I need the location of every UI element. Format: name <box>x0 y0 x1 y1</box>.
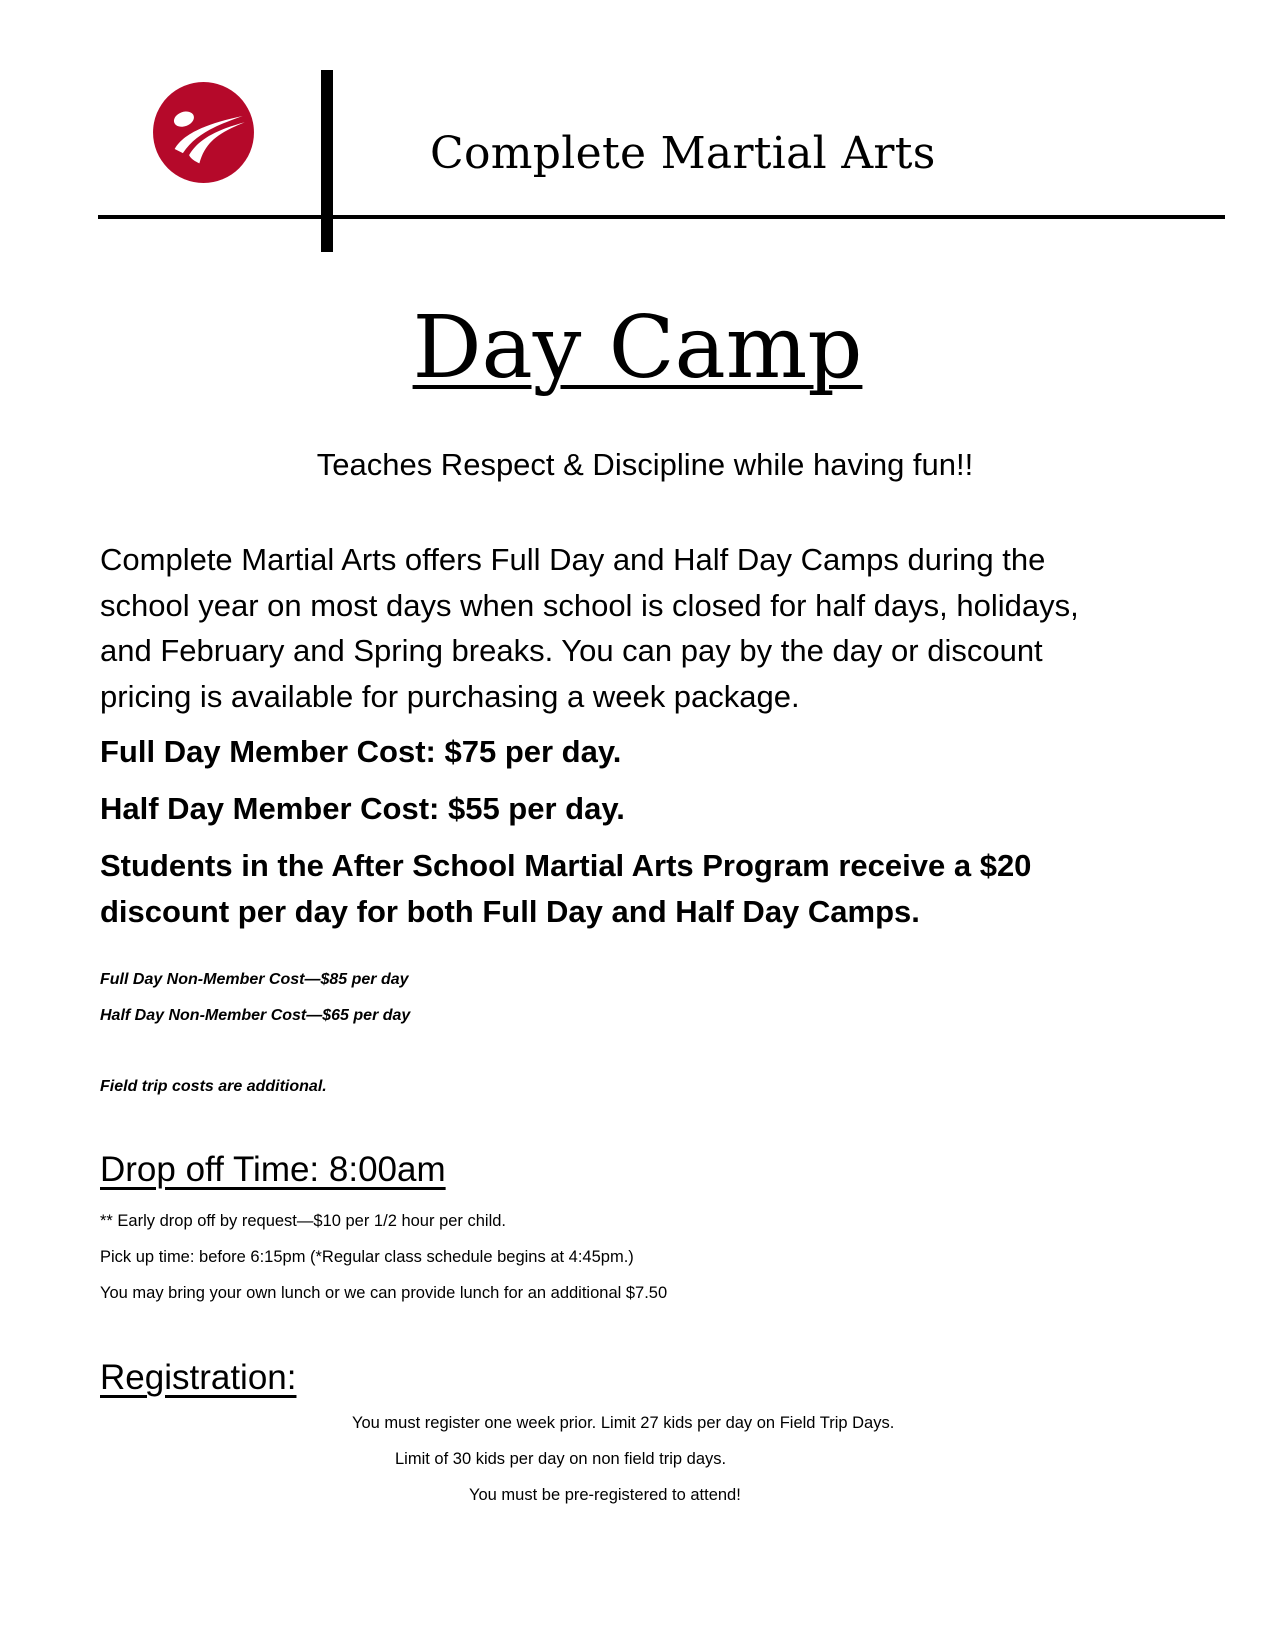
field-trip-note: Field trip costs are additional. <box>100 1078 327 1095</box>
page-title <box>0 298 1275 398</box>
logo <box>152 81 255 184</box>
pick-up-time-note: Pick up time: before 6:15pm (*Regular class schedule begins at 4:45pm.) <box>100 1248 634 1266</box>
after-school-discount-line-2: discount per day for both Full Day and Half Day Camps. <box>100 894 920 929</box>
early-drop-off-note: ** Early drop off by request—$10 per 1/2 hour per child. <box>100 1212 507 1230</box>
lunch-note: You may bring your own lunch or we can provide lunch for an additional $7.50 <box>100 1284 668 1302</box>
tagline: Teaches Respect & Discipline while having fun!! <box>316 447 974 482</box>
intro-line: school year on most days when school is closed for half days, holidays, <box>100 587 1079 623</box>
registration-note: You must be pre-registered to attend! <box>469 1486 741 1504</box>
full-day-non-member-cost: Full Day Non-Member Cost—$85 per day <box>100 971 409 988</box>
full-day-member-cost: Full Day Member Cost: $75 per day. <box>100 734 622 769</box>
page-title-text: Day Camp <box>412 298 863 398</box>
registration-note: You must register one week prior. Limit 27 kids per day on Field Trip Days. <box>352 1414 895 1432</box>
header-horizontal-rule <box>98 215 1225 219</box>
brand-name: Complete Martial Arts <box>430 128 936 179</box>
after-school-discount-line-1: Students in the After School Martial Arts Program receive a $20 <box>100 848 1032 883</box>
intro-line: pricing is available for purchasing a week package. <box>100 678 800 714</box>
header-vertical-divider <box>321 70 333 252</box>
intro-line: Complete Martial Arts offers Full Day and Half Day Camps during the <box>100 542 1046 577</box>
intro-line: and February and Spring breaks. You can pay by the day or discount <box>100 633 1043 668</box>
registration-heading: Registration: <box>100 1358 297 1397</box>
registration-note: Limit of 30 kids per day on non field trip days. <box>395 1450 727 1468</box>
martial-arts-kick-logo-icon <box>152 81 255 184</box>
drop-off-heading: Drop off Time: 8:00am <box>100 1150 446 1189</box>
intro-paragraph <box>100 537 1230 719</box>
half-day-non-member-cost: Half Day Non-Member Cost—$65 per day <box>100 1007 411 1024</box>
half-day-member-cost: Half Day Member Cost: $55 per day. <box>100 791 625 826</box>
